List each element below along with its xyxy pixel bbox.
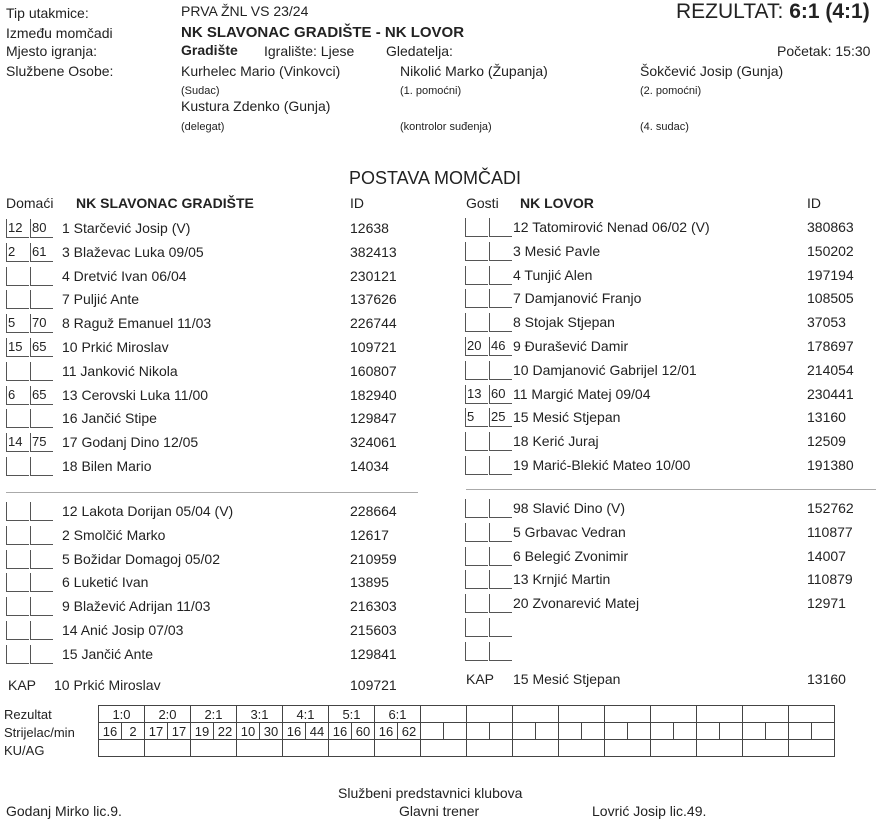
scorer-cell: 17 [145, 723, 168, 740]
away-representative: Lovrić Josip lic.49. [592, 803, 707, 819]
player-name: 13 Krnjić Martin [513, 571, 611, 588]
minute-box-a [465, 642, 488, 661]
minute-box-a [465, 361, 488, 380]
player-name: 18 Bilen Mario [62, 458, 152, 474]
score-table [98, 705, 835, 757]
player-id: 150202 [807, 242, 854, 259]
minute-box-b: 60 [489, 385, 512, 404]
minute-box-b [30, 550, 53, 569]
player-id: 382413 [350, 243, 397, 260]
result-cell [559, 706, 605, 723]
player-id: 108505 [807, 290, 854, 307]
player-name: 14 Anić Josip 07/03 [62, 622, 184, 638]
player-id: 197194 [807, 266, 854, 283]
result-cell [421, 706, 467, 723]
minute-box-b [489, 499, 512, 518]
player-name: 7 Puljić Ante [62, 291, 140, 308]
home-kap-label: KAP [8, 677, 37, 693]
minute-box-b [489, 642, 512, 661]
player-name: 20 Zvonarević Matej [513, 595, 640, 612]
scorer-cell [812, 723, 835, 740]
kuag-cell [99, 740, 145, 757]
minute-box-b [489, 361, 512, 380]
minute-box-a: 12 [6, 219, 29, 238]
player-name: 12 Lakota Dorijan 05/04 (V) [62, 503, 234, 519]
minute-box-b [30, 502, 53, 521]
tip-value: PRVA ŽNL VS 23/24 [181, 3, 309, 19]
scorer-cell [743, 723, 766, 740]
player-id: 230441 [807, 385, 854, 402]
minute-box-b [30, 645, 53, 664]
tip-label: Tip utakmice: [6, 5, 89, 21]
official-role: (1. pomoćni) [400, 85, 462, 97]
player-id: 182940 [350, 386, 397, 403]
player-name: 4 Dretvić Ivan 06/04 [62, 267, 187, 284]
home-representative: Godanj Mirko lic.9. [6, 803, 122, 819]
official-role: (2. pomoćni) [640, 85, 702, 97]
minute-box-a: 20 [465, 337, 488, 356]
away-side-label: Gosti [466, 195, 499, 211]
minute-box-b: 70 [30, 314, 53, 333]
official-role: (Sudac) [181, 85, 220, 97]
scorer-cell [467, 723, 490, 740]
player-name: 3 Mesić Pavle [513, 242, 601, 259]
player-id: 110877 [807, 523, 853, 540]
kuag-cell [283, 740, 329, 757]
rezultat-value: 6:1 (4:1) [789, 0, 870, 23]
minute-box-b [30, 526, 53, 545]
player-id: 178697 [807, 338, 854, 354]
home-side-label: Domaći [6, 195, 54, 211]
player-name: 6 Luketić Ivan [62, 574, 149, 591]
minute-box-a [465, 499, 488, 518]
player-name: 15 Jančić Ante [62, 645, 154, 662]
player-name: 17 Godanj Dino 12/05 [62, 434, 199, 451]
result-cell [697, 706, 743, 723]
section-title: POSTAVA MOMČADI [349, 168, 522, 188]
minute-box-a [465, 456, 488, 475]
strijelac-row-label: Strijelac/min [4, 725, 75, 740]
official-role: (delegat) [181, 121, 225, 133]
minute-box-a: 2 [6, 243, 29, 262]
result-cell: 6:1 [375, 706, 421, 723]
minute-box-b [489, 594, 512, 613]
minute-box-b [30, 597, 53, 616]
player-id: 12509 [807, 433, 846, 450]
result-cell [651, 706, 697, 723]
results-row [99, 706, 835, 723]
home-divider [6, 492, 418, 493]
player-id: 137626 [350, 291, 397, 308]
official-name: Kurhelec Mario (Vinkovci) [181, 63, 341, 79]
kuag-cell [697, 740, 743, 757]
minute-box-a [6, 457, 29, 476]
minute-box-b [489, 242, 512, 261]
minute-box-b [489, 313, 512, 332]
minute-box-b [30, 362, 53, 381]
scorer-cell [789, 723, 812, 740]
away-kap-id: 13160 [807, 671, 846, 687]
rezultat-row-label: Rezultat [4, 707, 52, 722]
scorer-cell [697, 723, 720, 740]
pocetak: Početak: 15:30 [777, 43, 871, 59]
result-cell [513, 706, 559, 723]
player-id: 214054 [807, 361, 854, 378]
minute-box-b: 61 [30, 243, 53, 262]
minute-box-a [6, 597, 29, 616]
minute-box-a [465, 594, 488, 613]
minute-box-a [6, 645, 29, 664]
scorer-cell [605, 723, 628, 740]
minute-box-a [465, 218, 488, 237]
scorer-cell: 30 [260, 723, 283, 740]
minute-box-b: 65 [30, 338, 53, 357]
official-name: Nikolić Marko (Županja) [400, 63, 548, 79]
player-name: 13 Cerovski Luka 11/00 [62, 386, 209, 403]
scorer-cell [513, 723, 536, 740]
player-id: 14034 [350, 458, 389, 474]
away-team-name: NK LOVOR [520, 195, 594, 211]
minute-box-a: 6 [6, 386, 29, 405]
home-team-name: NK SLAVONAC GRADIŠTE [76, 195, 254, 211]
player-name: 98 Slavić Dino (V) [513, 500, 626, 516]
player-name: 10 Damjanović Gabrijel 12/01 [513, 361, 697, 378]
minute-box-a [6, 290, 29, 309]
rezultat-label: REZULTAT: [676, 0, 784, 23]
player-name: 12 Tatomirović Nenad 06/02 (V) [513, 219, 710, 235]
minute-box-a [465, 242, 488, 261]
player-id: 109721 [350, 339, 397, 355]
minute-box-b [489, 523, 512, 542]
scorer-cell: 44 [306, 723, 329, 740]
result-cell [789, 706, 835, 723]
player-id: 13895 [350, 574, 389, 591]
away-divider [466, 489, 876, 490]
scorer-cell [674, 723, 697, 740]
minute-box-b [489, 618, 512, 637]
player-name: 5 Božidar Domagoj 05/02 [62, 550, 220, 567]
minute-box-b: 80 [30, 219, 53, 238]
scorer-cell [766, 723, 789, 740]
result-cell: 4:1 [283, 706, 329, 723]
away-kap-name: 15 Mesić Stjepan [513, 671, 621, 687]
player-id: 210959 [350, 550, 397, 567]
kuag-cell [237, 740, 283, 757]
player-id: 12971 [807, 595, 846, 612]
player-name: 2 Smolčić Marko [62, 526, 166, 543]
minute-box-a [6, 621, 29, 640]
player-id: 13160 [807, 409, 846, 426]
kuag-cell [191, 740, 237, 757]
player-name: 1 Starčević Josip (V) [62, 220, 191, 236]
scorer-cell [559, 723, 582, 740]
official-name: Šokčević Josip (Gunja) [640, 63, 784, 79]
minute-box-a [465, 266, 488, 285]
minute-box-b [489, 218, 512, 237]
player-id: 191380 [807, 457, 854, 473]
minute-box-a [6, 550, 29, 569]
minute-box-b [30, 573, 53, 592]
scorer-cell: 16 [283, 723, 306, 740]
minute-box-b [30, 457, 53, 476]
home-kap-name: 10 Prkić Miroslav [54, 677, 161, 693]
kuag-cell [651, 740, 697, 757]
scorer-cell: 17 [168, 723, 191, 740]
minute-box-a: 5 [6, 314, 29, 333]
player-id: 228664 [350, 503, 397, 519]
minute-box-b: 25 [489, 408, 512, 427]
scorer-cell [444, 723, 467, 740]
player-name: 5 Grbavac Vedran [513, 523, 626, 540]
official-role: (4. sudac) [640, 121, 689, 133]
player-id: 12638 [350, 220, 389, 236]
scorer-cell: 16 [99, 723, 122, 740]
izmedju-label: Između momčadi [6, 25, 113, 41]
kuag-cell [743, 740, 789, 757]
scorer-cell: 22 [214, 723, 237, 740]
minute-box-b [489, 289, 512, 308]
scorers-row [99, 723, 835, 740]
kuag-row [99, 740, 835, 757]
minute-box-a [6, 362, 29, 381]
scorer-cell: 60 [352, 723, 375, 740]
player-name: 7 Damjanović Franjo [513, 290, 642, 307]
kuag-cell [421, 740, 467, 757]
minute-box-a [6, 267, 29, 286]
player-name: 8 Stojak Stjepan [513, 314, 615, 331]
footer-title: Službeni predstavnici klubova [338, 785, 523, 801]
kuag-cell [467, 740, 513, 757]
player-id: 37053 [807, 314, 846, 331]
kuag-row-label: KU/AG [4, 743, 45, 758]
minute-box-a: 14 [6, 433, 29, 452]
kuag-cell [329, 740, 375, 757]
official-name: Kustura Zdenko (Gunja) [181, 98, 331, 114]
scorer-cell [421, 723, 444, 740]
minute-box-b: 65 [30, 386, 53, 405]
minute-box-b: 75 [30, 433, 53, 452]
minute-box-a [465, 547, 488, 566]
scorer-cell [490, 723, 513, 740]
kuag-cell [375, 740, 421, 757]
scorer-cell [536, 723, 559, 740]
player-id: 324061 [350, 434, 397, 451]
player-name: 18 Kerić Juraj [513, 433, 599, 450]
player-name: 11 Margić Matej 09/04 [513, 385, 651, 402]
result-cell: 2:1 [191, 706, 237, 723]
result-cell: 1:0 [99, 706, 145, 723]
kuag-cell [605, 740, 651, 757]
kuag-cell [145, 740, 191, 757]
minute-box-a [6, 502, 29, 521]
scorer-cell: 62 [398, 723, 421, 740]
result-cell: 2:0 [145, 706, 191, 723]
sluzbene-label: Službene Osobe: [6, 63, 114, 79]
scorer-cell: 19 [191, 723, 214, 740]
player-id: 160807 [350, 362, 397, 379]
player-id: 216303 [350, 598, 397, 615]
minute-box-a [465, 289, 488, 308]
mjesto-value: Gradište [181, 42, 238, 58]
player-name: 11 Janković Nikola [62, 362, 178, 379]
result-cell [743, 706, 789, 723]
minute-box-a [465, 432, 488, 451]
scorer-cell: 16 [375, 723, 398, 740]
scorer-cell [628, 723, 651, 740]
home-id-header: ID [350, 195, 364, 211]
scorer-cell: 16 [329, 723, 352, 740]
minute-box-b [489, 266, 512, 285]
player-name: 8 Raguž Emanuel 11/03 [62, 315, 212, 332]
away-kap-label: KAP [466, 671, 495, 687]
result-cell [605, 706, 651, 723]
minute-box-a [465, 313, 488, 332]
player-id: 129841 [350, 645, 397, 662]
minute-box-a: 15 [6, 338, 29, 357]
scorer-cell [582, 723, 605, 740]
player-name: 6 Belegić Zvonimir [513, 547, 629, 564]
igraliste: Igralište: Ljese [264, 43, 355, 59]
minute-box-b [30, 621, 53, 640]
minute-box-b [489, 456, 512, 475]
player-name: 16 Jančić Stipe [62, 410, 157, 427]
player-name: 10 Prkić Miroslav [62, 339, 169, 355]
minute-box-b [30, 267, 53, 286]
player-name: 15 Mesić Stjepan [513, 409, 621, 426]
player-name: 4 Tunjić Alen [513, 266, 593, 283]
minute-box-b [489, 570, 512, 589]
minute-box-a [6, 409, 29, 428]
minute-box-a [6, 526, 29, 545]
minute-box-a: 13 [465, 385, 488, 404]
scorer-cell [651, 723, 674, 740]
match-teams: NK SLAVONAC GRADIŠTE - NK LOVOR [181, 24, 465, 41]
rezultat-heading [676, 0, 870, 24]
player-id: 14007 [807, 547, 846, 564]
away-id-header: ID [807, 195, 821, 211]
result-cell: 3:1 [237, 706, 283, 723]
representative-role: Glavni trener [399, 803, 480, 819]
player-id: 12617 [350, 526, 389, 543]
player-id: 380863 [807, 219, 854, 235]
gledatelja: Gledatelja: [386, 43, 453, 59]
official-role: (kontrolor suđenja) [400, 121, 492, 133]
minute-box-b [30, 409, 53, 428]
minute-box-a: 5 [465, 408, 488, 427]
result-cell [467, 706, 513, 723]
player-id: 152762 [807, 500, 854, 516]
minute-box-b [30, 290, 53, 309]
home-kap-id: 109721 [350, 677, 397, 693]
player-name: 9 Blažević Adrijan 11/03 [62, 598, 211, 615]
scorer-cell: 2 [122, 723, 145, 740]
player-name: 19 Marić-Blekić Mateo 10/00 [513, 457, 691, 473]
minute-box-a [465, 523, 488, 542]
minute-box-b [489, 547, 512, 566]
player-id: 226744 [350, 315, 397, 332]
player-id: 215603 [350, 622, 397, 638]
scorer-cell: 10 [237, 723, 260, 740]
kuag-cell [789, 740, 835, 757]
player-id: 230121 [350, 267, 397, 284]
minute-box-a [465, 570, 488, 589]
mjesto-label: Mjesto igranja: [6, 43, 98, 59]
minute-box-b [489, 432, 512, 451]
result-cell: 5:1 [329, 706, 375, 723]
minute-box-a [6, 573, 29, 592]
kuag-cell [559, 740, 605, 757]
player-id: 129847 [350, 410, 397, 427]
player-name: 3 Blaževac Luka 09/05 [62, 243, 204, 260]
player-name: 9 Đurašević Damir [513, 338, 629, 354]
minute-box-a [465, 618, 488, 637]
scorer-cell [720, 723, 743, 740]
player-id: 110879 [807, 571, 853, 588]
minute-box-b: 46 [489, 337, 512, 356]
kuag-cell [513, 740, 559, 757]
